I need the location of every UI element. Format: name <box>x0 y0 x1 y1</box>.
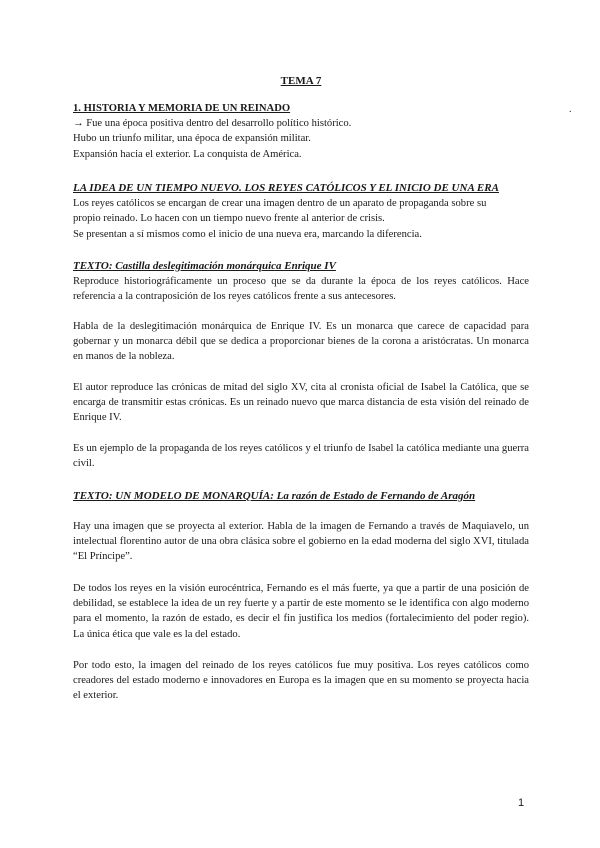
paragraph-text: Reproduce historiográficamente un proceso que se da durante la época de los reyes católicos. Hace referencia a la contraposición de los reyes católicos frente a sus antecesores. <box>73 276 529 303</box>
paragraph <box>73 441 529 471</box>
page-number: 1 <box>518 797 525 809</box>
section-heading: LA IDEA DE UN TIEMPO NUEVO. LOS REYES CATÓLICOS Y EL INICIO DE UNA ERA <box>73 182 499 194</box>
section-heading: TEXTO: Castilla deslegitimación monárquica Enrique IV <box>73 260 336 272</box>
paragraph-text: Es un ejemplo de la propaganda de los reyes católicos y el triunfo de Isabel la católica mediante una guerra civil. <box>73 443 529 470</box>
paragraph <box>73 581 529 642</box>
stray-mark: . <box>569 104 572 115</box>
paragraph-text: Por todo esto, la imagen del reinado de los reyes católicos fue muy positiva. Los reyes católicos como creadores del estado moderno e innovadores en Europa es la imagen que en su momento se proyecta hacia el exterior. <box>73 660 529 702</box>
paragraph-text: Hay una imagen que se proyecta al exterior. Habla de la imagen de Fernando a través de Maquiavelo, un intelectual florentino autor de una obra clásica sobre el gobierno en la edad moderna del siglo XVI, titulada “El Príncipe”. <box>73 521 529 563</box>
section-modelo-monarquia <box>73 489 529 504</box>
paragraph <box>73 519 529 565</box>
section-texto-castilla <box>73 259 529 274</box>
document-title: TEMA 7 <box>280 75 322 87</box>
section-tiempo-nuevo <box>73 181 529 242</box>
paragraph <box>73 380 529 426</box>
body-line: propio reinado. Lo hacen con un tiempo nuevo frente al anterior de crisis. <box>73 213 385 225</box>
body-line: Hubo un triunfo militar, una época de expansión militar. <box>73 133 311 145</box>
paragraph-text: El autor reproduce las crónicas de mitad del siglo XV, cita al cronista oficial de Isabel la Católica, que se encarga de transmitir estas crónicas. Es un reinado nuevo que marca distancia de esta visión del reinado de Enrique IV. <box>73 382 529 424</box>
paragraph-text: Habla de la deslegitimación monárquica de Enrique IV. Es un monarca que carece de capacidad para gobernar y un monarca débil que se dedica a proporcionar bienes de la corona a aristócratas. Un monarca en manos de la nobleza. <box>73 321 529 363</box>
paragraph <box>73 319 529 365</box>
body-line: → Fue una época positiva dentro del desarrollo político histórico. <box>73 118 352 130</box>
section-historia-memoria <box>73 101 529 162</box>
body-line: Expansión hacia el exterior. La conquista de América. <box>73 148 302 160</box>
body-line: Los reyes católicos se encargan de crear una imagen dentro de un aparato de propaganda sobre su <box>73 198 487 210</box>
paragraph <box>73 274 529 304</box>
body-line: Se presentan a sí mismos como el inicio de una nueva era, marcando la diferencia. <box>73 228 422 240</box>
paragraph <box>73 658 529 704</box>
section-heading: 1. HISTORIA Y MEMORIA DE UN REINADO <box>73 103 291 114</box>
section-heading: TEXTO: UN MODELO DE MONARQUÍA: La razón de Estado de Fernando de Aragón <box>73 490 476 502</box>
paragraph-text: De todos los reyes en la visión eurocéntrica, Fernando es el más fuerte, ya que a partir de una posición de debilidad, se establece la idea de un rey fuerte y a partir de este momento se le identifica con algo moderno para el momento, la razón de estado, es decir el fin justifica los medios (fortalecimiento del poder regio). La única ética que vale es la del estado. <box>73 583 529 640</box>
